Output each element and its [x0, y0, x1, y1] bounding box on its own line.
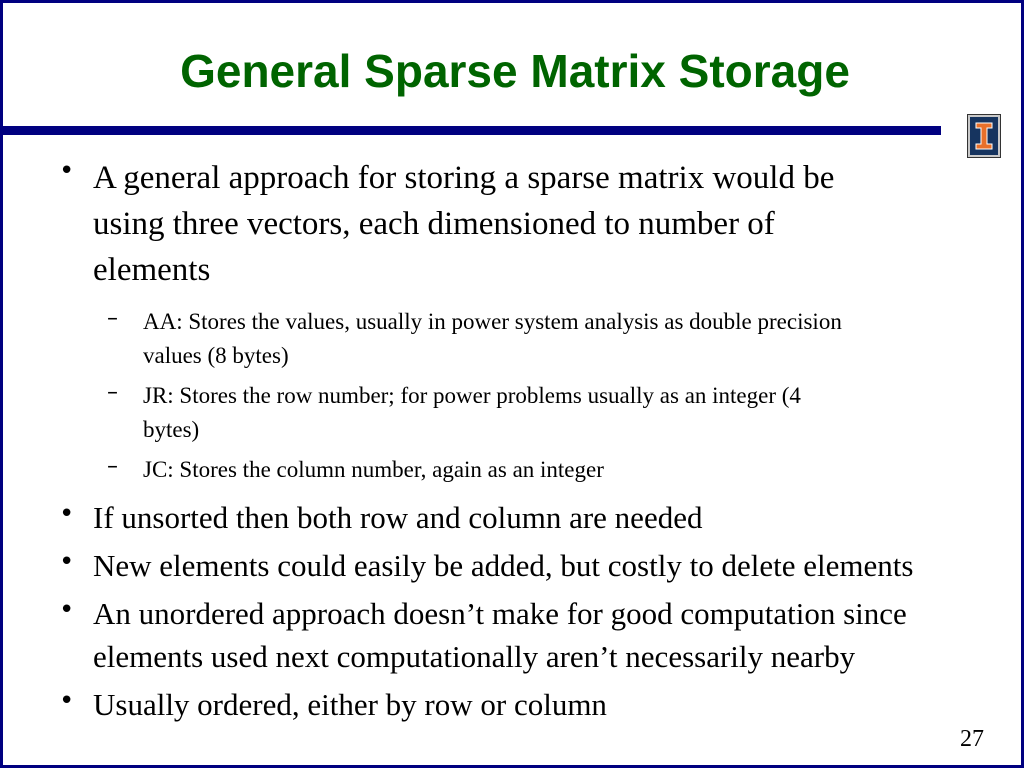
- sub-bullet-marker: –: [107, 380, 118, 405]
- sub-bullet-aa-line-2: values (8 bytes): [143, 343, 289, 368]
- bullet-1-line-3: elements: [93, 252, 211, 288]
- sub-bullet-jr-line-1: JR: Stores the row number; for power problems usually as an integer (4: [143, 383, 801, 408]
- bullet-5-line-1: Usually ordered, either by row or column: [93, 687, 607, 722]
- bullet-1-line-1: A general approach for storing a sparse matrix would be: [93, 160, 835, 196]
- bullet-3-line-1: New elements could easily be added, but costly to delete elements: [93, 548, 914, 583]
- bullet-marker: •: [59, 686, 75, 716]
- bullet-marker: •: [59, 499, 75, 529]
- page-number: 27: [960, 726, 984, 752]
- sub-bullet-marker: –: [107, 306, 118, 331]
- bullet-2-line-1: If unsorted then both row and column are needed: [93, 500, 703, 535]
- bullet-4-line-1: An unordered approach doesn’t make for good computation since: [93, 596, 907, 631]
- bullet-4-line-2: elements used next computationally aren’t necessarily nearby: [93, 639, 856, 674]
- bullet-marker: •: [59, 156, 75, 186]
- slide-body: [3, 3, 1024, 768]
- bullet-1-line-2: using three vectors, each dimensioned to number of: [93, 206, 775, 242]
- bullet-marker: •: [59, 547, 75, 577]
- bullet-marker: •: [59, 595, 75, 625]
- sub-bullet-aa-line-1: AA: Stores the values, usually in power system analysis as double precision: [143, 309, 842, 334]
- sub-bullet-jc-line-1: JC: Stores the column number, again as an integer: [143, 457, 604, 482]
- sub-bullet-marker: –: [107, 454, 118, 479]
- sub-bullet-jr-line-2: bytes): [143, 417, 200, 442]
- slide-title: General Sparse Matrix Storage: [180, 45, 850, 97]
